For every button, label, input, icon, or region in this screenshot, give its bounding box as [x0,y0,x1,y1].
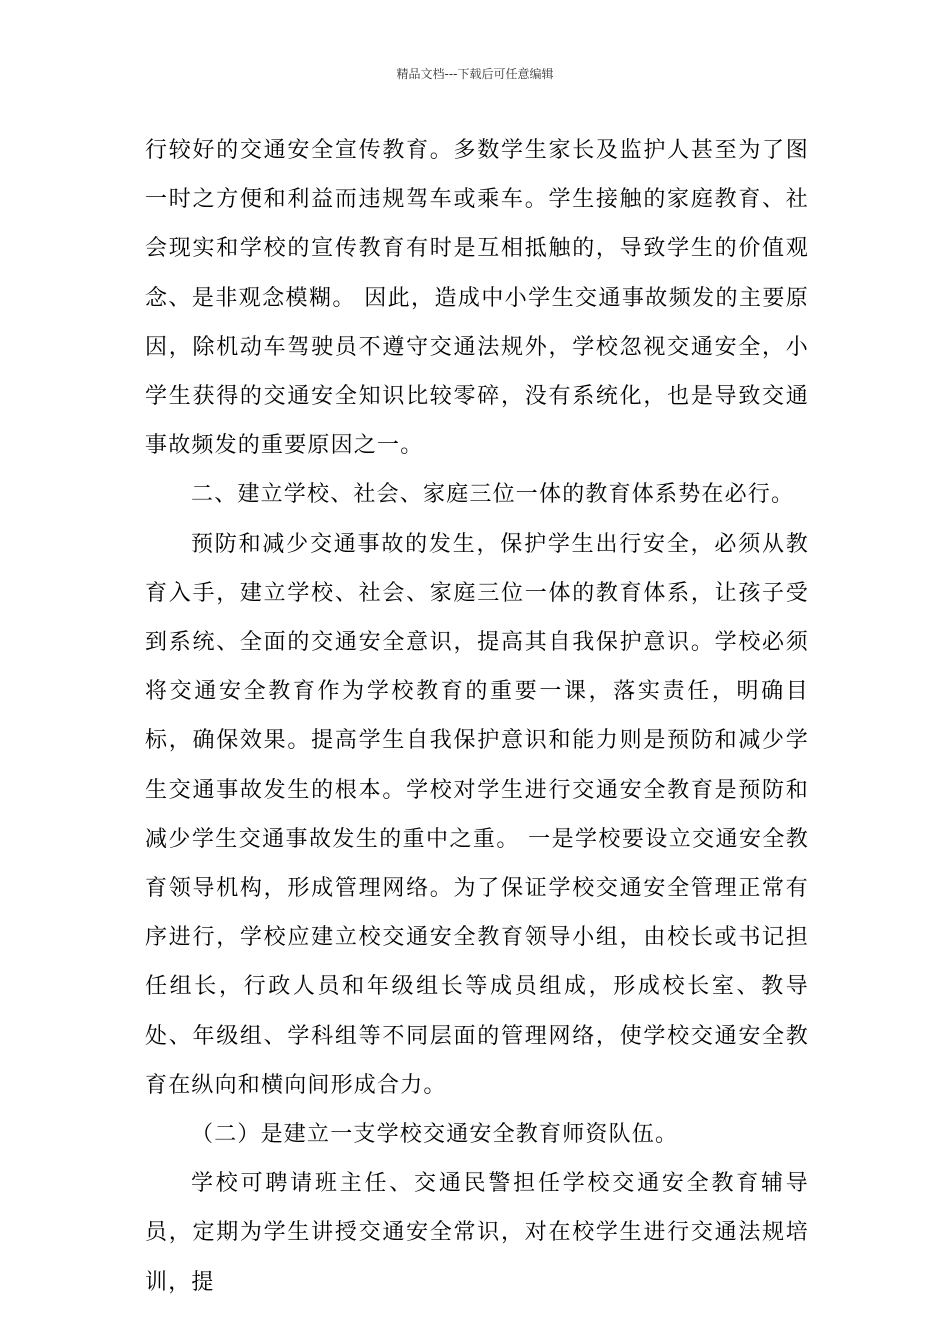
page-header: 精品文档---下载后可任意编辑 [396,67,554,81]
paragraph-5: 学校可聘请班主任、交通民警担任学校交通安全教育辅导员，定期为学生讲授交通安全常识，对在校学生进行交通法规培训，提 [145,1171,809,1295]
document-body [145,126,809,1307]
section-heading-2: 二、建立学校、社会、家庭三位一体的教育体系势在必行。 [191,482,795,508]
paragraph-1: 行较好的交通安全宣传教育。多数学生家长及监护人甚至为了图一时之方便和利益而违规驾车或乘车。学生接触的家庭教育、社会现实和学校的宣传教育有时是互相抵触的，导致学生的价值观念、是非观念模糊。 因此，造成中小学生交通事故频发的主要原因，除机动车驾驶员不遵守交通法规外，学校忽视交通安全，小学生获得的交通安全知识比较零碎，没有系统化，也是导致交通事故频发的重要原因之一。 [145,138,809,459]
paragraph-3: 预防和减少交通事故的发生，保护学生出行安全，必须从教育入手，建立学校、社会、家庭三位一体的教育体系，让孩子受到系统、全面的交通安全意识，提高其自我保护意识。学校必须将交通安全教育作为学校教育的重要一课，落实责任，明确目标，确保效果。提高学生自我保护意识和能力则是预防和减少学生交通事故发生的根本。学校对学生进行交通安全教育是预防和减少学生交通事故发生的重中之重。 一是学校要设立交通安全教育领导机构，形成管理网络。为了保证学校交通安全管理正常有序进行，学校应建立校交通安全教育领导小组，由校长或书记担任组长，行政人员和年级组长等成员组成，形成校长室、教导处、年级组、学科组等不同层面的管理网络，使学校交通安全教育在纵向和横向间形成合力。 [145,531,809,1098]
subsection-heading-2: （二）是建立一支学校交通安全教育师资队伍。 [191,1122,679,1148]
